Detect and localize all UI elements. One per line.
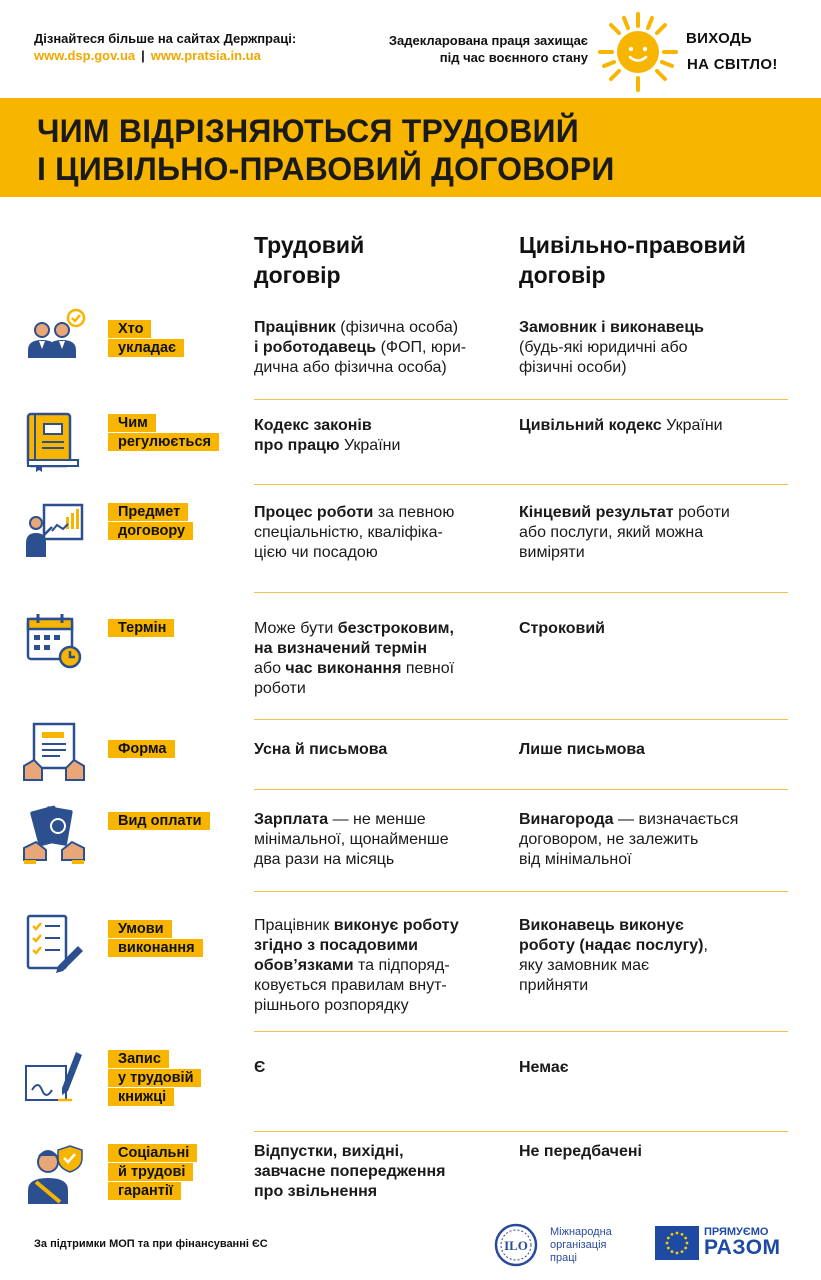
cell-civil: Виконавець виконує роботу (надає послугу), яку замовник має прийняти [519, 917, 708, 994]
cell-civil: Не передбачені [519, 1143, 642, 1160]
title-banner [0, 98, 821, 197]
signature-pen-icon [22, 1044, 86, 1108]
row-label: Соціальні й трудові гарантії [108, 1144, 197, 1201]
cell-employment: Працівник виконує роботу згідно з посадовими обов’язками та підпоряд- ковується правилам внут- рішнього розпорядку [254, 917, 459, 1014]
table-row [0, 720, 821, 790]
calendar-clock-icon [22, 609, 86, 673]
row-label: Вид оплати [108, 812, 210, 831]
checklist-pen-icon [22, 910, 86, 974]
cell-civil: Строковий [519, 620, 606, 637]
table-row [0, 400, 821, 485]
info-line: Дізнайтеся більше на сайтах Держпраці: [34, 31, 297, 46]
site-info [34, 30, 296, 64]
cell-civil: Винагорода — визначається договором, не залежить від мінімальної [519, 811, 739, 868]
title-line-2: І ЦИВІЛЬНО-ПРАВОВИЙ ДОГОВОРИ [37, 151, 615, 187]
cell-employment: Кодекс законів про працю України [254, 417, 401, 454]
eu-slogan [704, 1226, 781, 1258]
money-hands-icon [22, 802, 86, 866]
column-header-employment-line-1: Трудовий [254, 232, 365, 258]
link-dsp[interactable]: www.dsp.gov.ua [34, 48, 136, 63]
table-row [0, 892, 821, 1032]
column-header-employment-line-2: договір [254, 262, 341, 288]
eu-flag-icon [655, 1226, 699, 1260]
ilo-text-line-2: організація [550, 1239, 607, 1251]
document-hands-icon [22, 720, 86, 784]
row-label: Предмет договору [108, 503, 193, 541]
cell-civil: Цивільний кодекс України [519, 417, 723, 434]
cell-employment: Працівник (фізична особа) і роботодавець (ФОП, юри- дична або фізична особа) [254, 319, 467, 376]
people-check-icon [22, 308, 86, 372]
tagline-line-2: під час воєнного стану [439, 50, 588, 65]
link-separator: | [141, 48, 145, 63]
ilo-text [550, 1226, 612, 1265]
cell-employment: Усна й письмова [254, 741, 388, 758]
cell-employment: Є [254, 1059, 266, 1076]
page-title [37, 112, 615, 188]
table-row [0, 593, 821, 720]
eu-slogan-line-1: ПРЯМУЄМО [704, 1226, 769, 1238]
ilo-text-line-1: Міжнародна [550, 1226, 612, 1238]
link-pratsia[interactable]: www.pratsia.in.ua [150, 48, 261, 63]
table-row [0, 1032, 821, 1132]
footer-note: За підтримки МОП та при фінансуванні ЄС [34, 1238, 268, 1250]
ilo-mark: ILO [504, 1238, 528, 1253]
slogan [686, 26, 778, 78]
sun-logo-icon [596, 10, 680, 94]
cell-civil: Замовник і виконавець (будь-які юридичні або фізичні особи) [519, 319, 704, 376]
row-label: Форма [108, 740, 175, 759]
tagline-line-1: Задекларована праця захищає [388, 33, 588, 48]
table-row [0, 1132, 821, 1222]
row-label: Хто укладає [108, 320, 184, 358]
row-label: Запис у трудовій книжці [108, 1050, 201, 1107]
cell-employment: Відпустки, вихідні, завчасне попередження про звільнення [254, 1143, 446, 1200]
code-book-icon [22, 408, 86, 472]
column-header-civil-line-1: Цивільно-правовий [519, 232, 746, 258]
cell-employment: Процес роботи за певною спеціальністю, кваліфіка- цією чи посадою [254, 504, 455, 561]
slogan-line-2: НА СВІТЛО! [687, 56, 778, 73]
table-row [0, 790, 821, 892]
slogan-line-1: ВИХОДЬ [686, 30, 752, 47]
presentation-icon [22, 499, 86, 563]
table-row [0, 298, 821, 400]
cell-employment: Може бути безстроковим, на визначений термін або час виконання певної роботи [254, 620, 455, 697]
cell-employment: Зарплата — не менше мінімальної, щонайменше два рази на місяць [254, 811, 449, 868]
row-label: Чим регулюється [108, 414, 219, 452]
cell-civil: Немає [519, 1059, 569, 1076]
column-header-civil-line-2: договір [519, 262, 606, 288]
row-label: Термін [108, 619, 174, 638]
column-header-civil [519, 230, 809, 290]
title-line-1: ЧИМ ВІДРІЗНЯЮТЬСЯ ТРУДОВИЙ [37, 113, 579, 149]
cell-civil: Кінцевий результат роботи або послуги, який можна виміряти [519, 504, 730, 561]
eu-slogan-line-2: РАЗОМ [704, 1236, 781, 1259]
tagline [352, 32, 588, 66]
worker-shield-icon [22, 1142, 86, 1206]
ilo-text-line-3: праці [550, 1252, 577, 1264]
cell-civil: Лише письмова [519, 741, 645, 758]
column-header-employment [254, 230, 474, 290]
row-label: Умови виконання [108, 920, 203, 958]
table-row [0, 485, 821, 593]
